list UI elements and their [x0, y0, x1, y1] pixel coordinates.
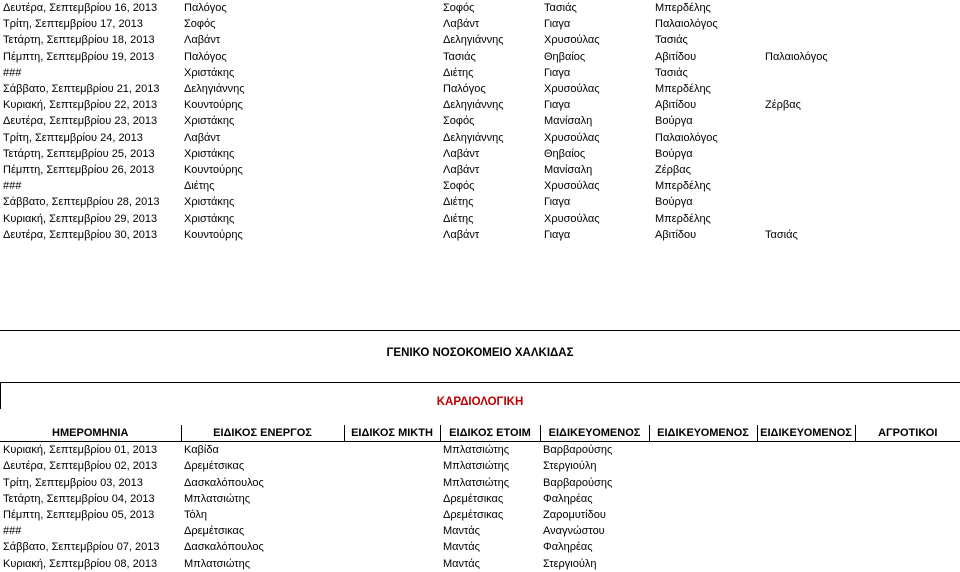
- doctor-cell: [855, 556, 960, 572]
- doctor-cell: Μαντάς: [443, 541, 480, 554]
- date-cell: ###: [3, 180, 22, 193]
- doctor-cell: Μπλατσιώτης: [184, 557, 251, 570]
- doctor-cell: [344, 475, 440, 491]
- doctor-cell: Διέτης: [184, 180, 215, 193]
- doctor-cell: Φαληρέας: [543, 541, 593, 554]
- date-cell: Σάββατο, Σεπτεμβρίου 21, 2013: [3, 83, 160, 96]
- doctor-cell: Ζέρβας: [655, 163, 691, 176]
- header-resident-3: ΕΙΔΙΚΕΥΟΜΕΝΟΣ: [757, 425, 855, 442]
- department-title: ΚΑΡΔΙΟΛΟΓΙΚΗ: [436, 396, 524, 408]
- doctor-cell: [762, 32, 960, 48]
- doctor-cell: Μπλατσιώτης: [443, 476, 510, 489]
- doctor-cell: [762, 194, 960, 210]
- doctor-cell: Παλαιολόγος: [765, 50, 828, 63]
- date-cell: Τετάρτη, Σεπτεμβρίου 04, 2013: [3, 492, 155, 505]
- table-row: [0, 194, 960, 210]
- doctor-cell: [762, 113, 960, 129]
- doctor-cell: Δεληγιάννης: [443, 99, 504, 112]
- doctor-cell: Διέτης: [443, 196, 474, 209]
- doctor-cell: [855, 539, 960, 555]
- doctor-cell: Χριστάκης: [184, 212, 235, 225]
- doctor-cell: Δασκαλόπουλος: [184, 476, 264, 489]
- doctor-cell: [762, 81, 960, 97]
- doctor-cell: [649, 442, 757, 459]
- doctor-cell: [344, 491, 440, 507]
- doctor-cell: [757, 475, 855, 491]
- doctor-cell: Δεληγιάννης: [443, 34, 504, 47]
- header-specialist-ready: ΕΙΔΙΚΟΣ ΕΤΟΙΜ: [440, 425, 540, 442]
- doctor-cell: [649, 539, 757, 555]
- doctor-cell: Δεληγιάννης: [184, 83, 245, 96]
- doctor-cell: Διέτης: [443, 66, 474, 79]
- date-cell: Τετάρτη, Σεπτεμβρίου 18, 2013: [3, 34, 155, 47]
- date-cell: Δευτέρα, Σεπτεμβρίου 23, 2013: [3, 115, 158, 128]
- doctor-cell: [649, 556, 757, 572]
- table-row: [0, 49, 960, 65]
- doctor-cell: Λαβάντ: [443, 228, 480, 241]
- date-cell: Τρίτη, Σεπτεμβρίου 03, 2013: [3, 476, 143, 489]
- doctor-cell: [757, 442, 855, 459]
- doctor-cell: Αβιτίδου: [655, 228, 697, 241]
- date-cell: Πέμπτη, Σεπτεμβρίου 19, 2013: [3, 50, 155, 63]
- doctor-cell: Δασκαλόπουλος: [184, 541, 264, 554]
- table-row: [0, 178, 960, 194]
- table-row: [0, 507, 960, 523]
- table-row: [0, 210, 960, 226]
- date-cell: Δευτέρα, Σεπτεμβρίου 02, 2013: [3, 460, 158, 473]
- table-row: [0, 0, 960, 16]
- doctor-cell: [762, 130, 960, 146]
- doctor-cell: [757, 556, 855, 572]
- doctor-cell: [757, 491, 855, 507]
- doctor-cell: [762, 162, 960, 178]
- schedule-table-top: [0, 0, 960, 243]
- table-row: [0, 97, 960, 113]
- doctor-cell: Τασιάς: [544, 2, 577, 15]
- doctor-cell: Τασιάς: [655, 66, 688, 79]
- date-cell: Σάββατο, Σεπτεμβρίου 28, 2013: [3, 196, 160, 209]
- divider-line: [0, 330, 960, 331]
- doctor-cell: [762, 65, 960, 81]
- date-cell: Κυριακή, Σεπτεμβρίου 29, 2013: [3, 212, 158, 225]
- doctor-cell: Μπερδέλης: [655, 83, 711, 96]
- table-row: [0, 539, 960, 555]
- doctor-cell: Δεληγιάννης: [443, 131, 504, 144]
- doctor-cell: [344, 507, 440, 523]
- doctor-cell: Γιαγα: [544, 18, 571, 31]
- doctor-cell: Διέτης: [443, 212, 474, 225]
- doctor-cell: Αβιτίδου: [655, 50, 697, 63]
- doctor-cell: [649, 507, 757, 523]
- doctor-cell: Ζέρβας: [765, 99, 801, 112]
- header-specialist-mixed: ΕΙΔΙΚΟΣ ΜΙΚΤΗ: [344, 425, 440, 442]
- table-row: [0, 130, 960, 146]
- doctor-cell: Σοφός: [443, 180, 475, 193]
- doctor-cell: Τασιάς: [443, 50, 476, 63]
- table-row: [0, 458, 960, 474]
- doctor-cell: [344, 523, 440, 539]
- doctor-cell: Δρεμέτσικας: [184, 460, 245, 473]
- doctor-cell: Βούργα: [655, 115, 693, 128]
- doctor-cell: [855, 458, 960, 474]
- doctor-cell: Παλαιολόγος: [655, 18, 718, 31]
- doctor-cell: Φαληρέας: [543, 492, 593, 505]
- date-cell: Τετάρτη, Σεπτεμβρίου 25, 2013: [3, 147, 155, 160]
- date-cell: Δευτέρα, Σεπτεμβρίου 30, 2013: [3, 228, 158, 241]
- doctor-cell: Ζαρομυτίδου: [543, 509, 606, 522]
- doctor-cell: Βαρβαρούσης: [543, 476, 613, 489]
- doctor-cell: Βούργα: [655, 147, 693, 160]
- doctor-cell: Παλόγος: [184, 50, 227, 63]
- hospital-title: ΓΕΝΙΚΟ ΝΟΣΟΚΟΜΕΙΟ ΧΑΛΚΙΔΑΣ: [386, 347, 574, 359]
- table-row: [0, 16, 960, 32]
- doctor-cell: Μπλατσιώτης: [443, 444, 510, 457]
- doctor-cell: Λαβάντ: [184, 34, 221, 47]
- doctor-cell: Τόλη: [184, 509, 208, 522]
- date-cell: ###: [3, 66, 22, 79]
- doctor-cell: [649, 491, 757, 507]
- doctor-cell: Σοφός: [443, 115, 475, 128]
- doctor-cell: Δρεμέτσικας: [443, 509, 504, 522]
- doctor-cell: Χριστάκης: [184, 115, 235, 128]
- table-row: [0, 475, 960, 491]
- doctor-cell: Λαβάντ: [443, 147, 480, 160]
- doctor-cell: [762, 16, 960, 32]
- doctor-cell: Μπλατσιώτης: [443, 460, 510, 473]
- doctor-cell: [762, 210, 960, 226]
- table-row: [0, 113, 960, 129]
- header-date: ΗΜΕΡΟΜΗΝΙΑ: [0, 425, 181, 442]
- doctor-cell: Αναγνώστου: [543, 525, 605, 538]
- date-cell: Σάββατο, Σεπτεμβρίου 07, 2013: [3, 541, 160, 554]
- doctor-cell: Σοφός: [184, 18, 216, 31]
- doctor-cell: Χρυσούλας: [544, 34, 600, 47]
- doctor-cell: Χρυσούλας: [544, 212, 600, 225]
- table-row: [0, 81, 960, 97]
- doctor-cell: Κουντούρης: [184, 99, 243, 112]
- doctor-cell: [757, 523, 855, 539]
- date-cell: Τρίτη, Σεπτεμβρίου 24, 2013: [3, 131, 143, 144]
- date-cell: Κυριακή, Σεπτεμβρίου 01, 2013: [3, 444, 158, 457]
- table-row: [0, 32, 960, 48]
- doctor-cell: Βούργα: [655, 196, 693, 209]
- doctor-cell: Λαβάντ: [184, 131, 221, 144]
- doctor-cell: Χριστάκης: [184, 66, 235, 79]
- table-row: [0, 556, 960, 572]
- doctor-cell: [344, 539, 440, 555]
- doctor-cell: Παλόγος: [443, 83, 486, 96]
- table-row: [0, 442, 960, 459]
- doctor-cell: [762, 146, 960, 162]
- doctor-cell: Χρυσούλας: [544, 131, 600, 144]
- date-cell: ###: [3, 525, 22, 538]
- header-row: [0, 425, 960, 442]
- table-row: [0, 146, 960, 162]
- doctor-cell: Μαντάς: [443, 557, 480, 570]
- doctor-cell: Κουντούρης: [184, 228, 243, 241]
- doctor-cell: Χρυσούλας: [544, 83, 600, 96]
- doctor-cell: [757, 539, 855, 555]
- doctor-cell: Θηβαίος: [544, 50, 586, 63]
- doctor-cell: Παλόγος: [184, 2, 227, 15]
- schedule-table-cardiology: [0, 425, 960, 572]
- doctor-cell: Δρεμέτσικας: [184, 525, 245, 538]
- doctor-cell: Γιαγα: [544, 66, 571, 79]
- doctor-cell: Μπερδέλης: [655, 180, 711, 193]
- header-resident-1: ΕΙΔΙΚΕΥΟΜΕΝΟΣ: [540, 425, 649, 442]
- doctor-cell: Μανίσαλη: [544, 163, 593, 176]
- doctor-cell: Χριστάκης: [184, 196, 235, 209]
- doctor-cell: Τασιάς: [765, 228, 798, 241]
- doctor-cell: Στεργιούλη: [543, 557, 597, 570]
- table-row: [0, 227, 960, 243]
- doctor-cell: [855, 507, 960, 523]
- doctor-cell: [649, 458, 757, 474]
- doctor-cell: Αβιτίδου: [655, 99, 697, 112]
- doctor-cell: Χρυσούλας: [544, 180, 600, 193]
- doctor-cell: [855, 491, 960, 507]
- doctor-cell: [762, 178, 960, 194]
- doctor-cell: Μανίσαλη: [544, 115, 593, 128]
- header-specialist-active: ΕΙΔΙΚΟΣ ΕΝΕΡΓΟΣ: [181, 425, 344, 442]
- doctor-cell: [855, 475, 960, 491]
- doctor-cell: [649, 523, 757, 539]
- doctor-cell: [762, 0, 960, 16]
- doctor-cell: Παλαιολόγος: [655, 131, 718, 144]
- doctor-cell: [757, 458, 855, 474]
- doctor-cell: [344, 458, 440, 474]
- doctor-cell: Γιαγα: [544, 99, 571, 112]
- doctor-cell: [757, 507, 855, 523]
- doctor-cell: [649, 475, 757, 491]
- doctor-cell: [855, 442, 960, 459]
- date-cell: Κυριακή, Σεπτεμβρίου 22, 2013: [3, 99, 158, 112]
- header-resident-2: ΕΙΔΙΚΕΥΟΜΕΝΟΣ: [649, 425, 757, 442]
- doctor-cell: Κουντούρης: [184, 163, 243, 176]
- doctor-cell: Μπλατσιώτης: [184, 492, 251, 505]
- header-rural-doctors: ΑΓΡΟΤΙΚΟΙ: [855, 425, 960, 442]
- doctor-cell: Μπερδέλης: [655, 2, 711, 15]
- doctor-cell: Λαβάντ: [443, 18, 480, 31]
- doctor-cell: [855, 523, 960, 539]
- doctor-cell: Στεργιούλη: [543, 460, 597, 473]
- doctor-cell: Τασιάς: [655, 34, 688, 47]
- doctor-cell: [344, 442, 440, 459]
- doctor-cell: Βαρβαρούσης: [543, 444, 613, 457]
- doctor-cell: Μαντάς: [443, 525, 480, 538]
- table-row: [0, 65, 960, 81]
- doctor-cell: Καβίδα: [184, 444, 219, 457]
- date-cell: Πέμπτη, Σεπτεμβρίου 26, 2013: [3, 163, 155, 176]
- doctor-cell: Σοφός: [443, 2, 475, 15]
- doctor-cell: [344, 556, 440, 572]
- date-cell: Δευτέρα, Σεπτεμβρίου 16, 2013: [3, 2, 158, 15]
- date-cell: Τρίτη, Σεπτεμβρίου 17, 2013: [3, 18, 143, 31]
- date-cell: Πέμπτη, Σεπτεμβρίου 05, 2013: [3, 509, 155, 522]
- doctor-cell: Μπερδέλης: [655, 212, 711, 225]
- doctor-cell: Δρεμέτσικας: [443, 492, 504, 505]
- table-row: [0, 523, 960, 539]
- doctor-cell: Γιαγα: [544, 196, 571, 209]
- doctor-cell: Θηβαίος: [544, 147, 586, 160]
- table-row: [0, 491, 960, 507]
- doctor-cell: Λαβάντ: [443, 163, 480, 176]
- doctor-cell: Χριστάκης: [184, 147, 235, 160]
- table-row: [0, 162, 960, 178]
- doctor-cell: Γιαγα: [544, 228, 571, 241]
- date-cell: Κυριακή, Σεπτεμβρίου 08, 2013: [3, 557, 158, 570]
